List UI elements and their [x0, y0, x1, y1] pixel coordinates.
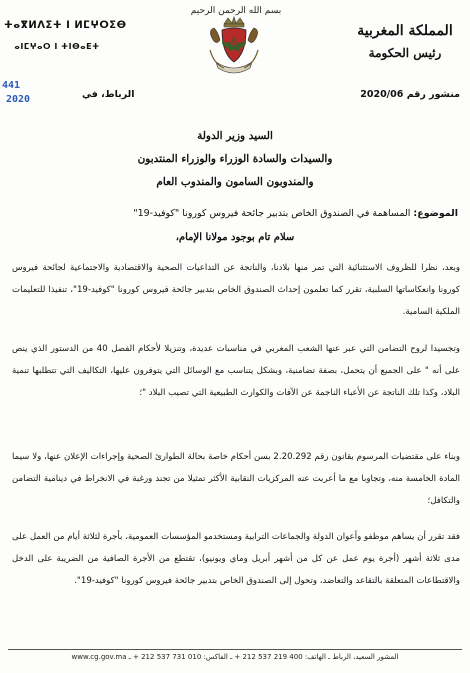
body-paragraph: وتجسيدا لروح التضامن التي عبر عنها الشعب المغربي في مناسبات عديدة، وتنزيلا لأحكام الفصل 40 من الدستور الذي ينص على أنه " على الجميع أن يتحمل، بصفة تضامنية، وبشكل يتناسب مع الوسائل التي يتوفرون عليها، التكاليف التي تتطلبها تنمية البلاد، وكذا تلك الناتجة عن الأعباء الناجمة عن الآفات والكوارث الطبيعية التي تصيب البلاد "؛ [12, 344, 461, 398]
addressee-line: والسيدات والسادة الوزراء والوزراء المنتدبون [137, 153, 333, 165]
amazigh-office-title: ⴰⵏⵎⵖⴰⵔ ⵏ ⵜⵏⴱⴰⴹⵜ [14, 42, 100, 51]
place-date: الرباط، في [82, 89, 135, 100]
stamp-number: 441 [2, 80, 21, 91]
footer-divider [8, 649, 462, 650]
kingdom-title: المملكة المغربية [357, 23, 453, 39]
addressee-line: والمندوبون السامون والمندوب العام [156, 176, 314, 188]
body-paragraph: فقد تقرر أن يساهم موظفو وأعوان الدولة والجماعات الترابية ومستخدمو المؤسسات العمومية، بأجرة لثلاثة أيام من العمل على مدى ثلاثة أشهر (أجرة يوم عمل عن كل من أشهر أبريل وماي ويونيو)، تقتطع من الأجرة الصافية من الضريبة على الدخل والاقتطاعات المتعلقة بالتقاعد والتعاضد، وتحول إلى الصندوق الخاص بتدبير جائحة فيروس كورونا "كوفيد-19". [12, 532, 460, 586]
stamp-year: 2020 [6, 94, 31, 105]
circular-number [360, 89, 460, 100]
subject-text: المساهمة في الصندوق الخاص بتدبير جائحة فيروس كورونا "كوفيد-19" [133, 208, 411, 219]
office-title: رئيس الحكومة [368, 46, 442, 60]
subject-line [14, 208, 458, 219]
footer-contact: المشور السعيد، الرباط ـ الهاتف: 400 219 537 212 + ـ الفاكس: 010 731 537 212 + ـ www.cg.gov.ma [71, 653, 399, 661]
amazigh-kingdom-title: ⵜⴰⴳⵍⴷⵉⵜ ⵏ ⵍⵎⵖⵔⵉⴱ [4, 20, 127, 31]
circular-label: منشور رقم [406, 89, 460, 100]
date-stamp [2, 80, 78, 114]
body-paragraph: وبعد، نظرا للظروف الاستثنائية التي تمر منها بلادنا، والناتجة عن التداعيات الصحية والاقتصادية والاجتماعية لجائحة فيروس كورونا وانعكاساتها السلبية، تقرر كما تعلمون إحداث الصندوق الخاص بتدبير جائحة فيروس كورونا "كوفيد-19"، تنفيذا للتعليمات الملكية السامية. [12, 263, 460, 317]
addressee-line: السيد وزير الدولة [197, 130, 273, 142]
basmala: بسم الله الرحمن الرحيم [190, 6, 282, 16]
royal-emblem-icon [202, 16, 266, 82]
subject-label: الموضوع: [413, 208, 458, 219]
body-paragraph: وبناء على مقتضيات المرسوم بقانون رقم 2.20.292 بسن أحكام خاصة بحالة الطوارئ الصحية وإجراءات الإعلان عنها، ولا سيما المادة الخامسة منه، وتجاوبا مع ما أعربت عنه المركزيات النقابية الأكثر تمثيلا من تجند ورغبة في الانخراط في دينامية التضامن والتكافل؛ [12, 452, 460, 506]
circular-number-value: 2020/06 [360, 89, 404, 100]
greeting: سلام تام بوجود مولانا الإمام، [175, 232, 295, 243]
